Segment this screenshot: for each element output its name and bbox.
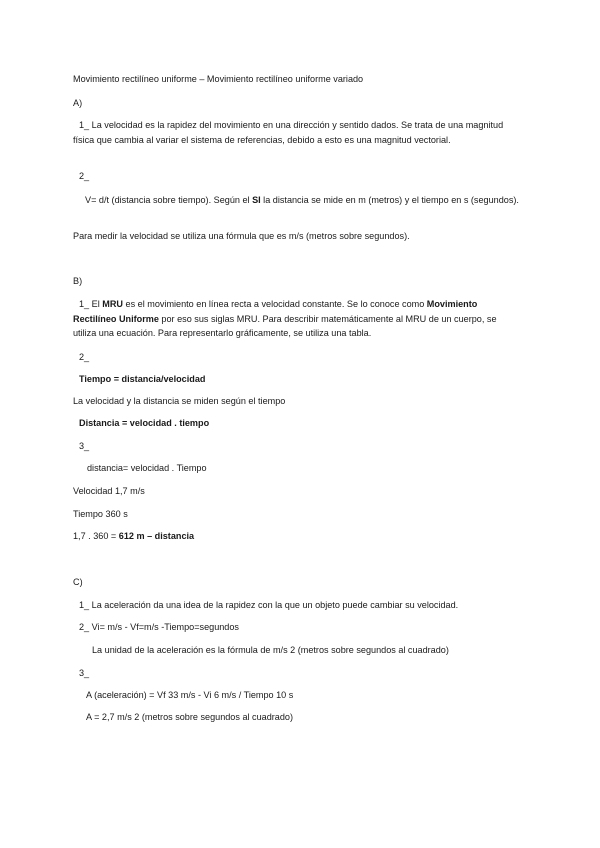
formula-distancia: Distancia = velocidad . tiempo	[79, 418, 210, 428]
section-b-item-2-number: 2_	[79, 352, 90, 362]
section-c-item-3-number: 3_	[79, 668, 90, 678]
section-c-unit-description: La unidad de la aceleración es la fórmula de m/s 2 (metros sobre segundos al cuadrado)	[92, 645, 449, 655]
section-c-label: C)	[73, 577, 83, 587]
formula-distancia-plain: distancia= velocidad . Tiempo	[87, 463, 207, 473]
section-b-measure-line: La velocidad y la distancia se miden según el tiempo	[73, 396, 286, 406]
acceleration-formula: A (aceleración) = Vf 33 m/s - Vi 6 m/s / Tiempo 10 s	[86, 690, 294, 700]
section-a-label: A)	[73, 98, 83, 108]
si-bold: SI	[252, 195, 261, 205]
velocity-value: Velocidad 1,7 m/s	[73, 486, 145, 496]
section-a-paragraph-2: V= d/t (distancia sobre tiempo). Según el SI la distancia se mide en m (metros) y el tiempo en s (segundos).	[85, 195, 519, 205]
section-a-paragraph-3: Para medir la velocidad se utiliza una fórmula que es m/s (metros sobre segundos).	[73, 231, 410, 241]
section-b-label: B)	[73, 276, 83, 286]
section-b-item-3-number: 3_	[79, 441, 90, 451]
section-c-paragraph-2: 2_ Vi= m/s - Vf=m/s -Tiempo=segundos	[79, 622, 239, 632]
document-title: Movimiento rectilíneo uniforme – Movimiento rectilíneo uniforme variado	[73, 74, 364, 84]
section-c-paragraph-1: 1_ La aceleración da una idea de la rapidez con la que un objeto puede cambiar su velocidad.	[79, 600, 459, 610]
formula-tiempo: Tiempo = distancia/velocidad	[79, 374, 206, 384]
calculation-result: 1,7 . 360 = 612 m – distancia	[73, 531, 195, 541]
section-a-item-2-number: 2_	[79, 171, 90, 181]
section-a-paragraph-1: 1_ La velocidad es la rapidez del movimiento en una dirección y sentido dados. Se trata de una magnitud física que cambia al variar el sistema de referencias, debido a esto es una magnitud vectorial.	[73, 120, 504, 145]
time-value: Tiempo 360 s	[73, 509, 128, 519]
section-b-paragraph-1: 1_ El MRU es el movimiento en línea recta a velocidad constante. Se lo conoce como Movimiento Rectilíneo Uniforme por eso sus siglas MRU. Para describir matemáticamente al MRU de un cuerpo, se utiliza una ecuación. Para representarlo gráficamente, se utiliza una tabla.	[73, 299, 497, 339]
acceleration-result: A = 2,7 m/s 2 (metros sobre segundos al cuadrado)	[86, 712, 293, 722]
